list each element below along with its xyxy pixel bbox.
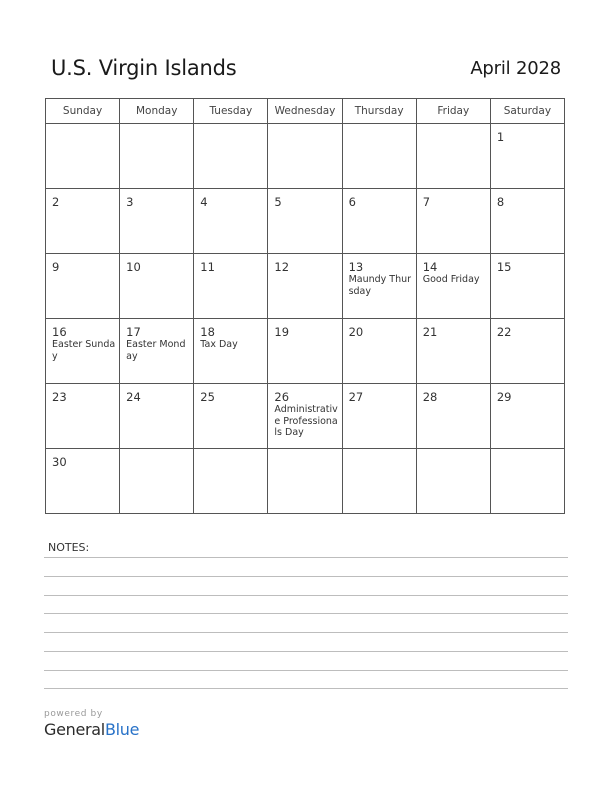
day-number: 14 <box>422 260 438 274</box>
day-number: 29 <box>496 390 512 404</box>
day-cell <box>46 449 120 514</box>
day-number: 5 <box>274 195 282 209</box>
day-cell <box>342 449 416 514</box>
day-cell <box>342 319 416 384</box>
day-cell <box>120 189 194 254</box>
day-number: 25 <box>200 390 215 404</box>
day-cell <box>490 449 564 514</box>
day-number: 2 <box>52 195 60 209</box>
day-number: 13 <box>348 260 364 274</box>
day-cell <box>120 254 194 319</box>
notes-line <box>44 557 568 558</box>
powered-by-text: powered by <box>44 709 103 719</box>
day-cell <box>342 189 416 254</box>
day-cell <box>268 124 342 189</box>
day-cell <box>490 319 564 384</box>
day-cell <box>120 319 194 384</box>
day-number: 4 <box>200 195 208 209</box>
day-number: 12 <box>274 260 290 274</box>
weekday-header: Saturday <box>490 99 564 124</box>
day-cell <box>490 124 564 189</box>
day-cell <box>416 254 490 319</box>
day-number: 19 <box>274 325 290 339</box>
day-number: 26 <box>274 390 290 404</box>
week-row <box>46 189 565 254</box>
holiday-label: Easter Sunday <box>52 339 116 362</box>
day-cell <box>490 189 564 254</box>
weekday-header: Friday <box>416 99 490 124</box>
notes-line <box>44 595 568 596</box>
notes-line <box>44 576 568 577</box>
notes-label: NOTES: <box>48 541 90 554</box>
day-number: 9 <box>52 260 60 274</box>
day-cell <box>194 189 268 254</box>
day-number: 30 <box>52 455 67 469</box>
day-cell <box>194 319 268 384</box>
day-cell <box>46 319 120 384</box>
day-number: 16 <box>52 325 67 339</box>
day-cell <box>194 449 268 514</box>
week-row <box>46 384 565 449</box>
day-number: 17 <box>126 325 141 339</box>
day-cell <box>120 449 194 514</box>
notes-line <box>44 613 568 614</box>
day-cell <box>416 189 490 254</box>
weekday-header: Wednesday <box>268 99 342 124</box>
day-cell <box>342 124 416 189</box>
brand-name <box>44 720 139 739</box>
day-number: 1 <box>496 130 505 144</box>
day-cell <box>120 124 194 189</box>
day-number: 23 <box>52 390 67 404</box>
day-number: 8 <box>496 195 505 209</box>
holiday-label: Tax Day <box>200 339 238 350</box>
day-cell <box>342 384 416 449</box>
day-cell <box>342 254 416 319</box>
holiday-label: Easter Monday <box>126 339 186 362</box>
day-cell <box>268 189 342 254</box>
day-cell <box>490 254 564 319</box>
day-cell <box>46 124 120 189</box>
holiday-label: Administrative Professionals Day <box>274 404 338 438</box>
weekday-header: Tuesday <box>194 99 268 124</box>
weekday-header: Sunday <box>46 99 120 124</box>
holiday-label: Good Friday <box>422 274 480 285</box>
day-number: 20 <box>348 325 364 339</box>
day-number: 21 <box>422 325 438 339</box>
month-label: April 2028 <box>470 58 561 79</box>
day-number: 27 <box>348 390 364 404</box>
day-cell <box>268 449 342 514</box>
day-cell <box>416 319 490 384</box>
day-number: 18 <box>200 325 215 339</box>
day-cell <box>268 254 342 319</box>
day-number: 6 <box>348 195 356 209</box>
notes-line <box>44 651 568 652</box>
day-number: 3 <box>126 195 134 209</box>
day-number: 15 <box>496 260 512 274</box>
brand-general: General <box>44 720 105 739</box>
weekday-header-row <box>46 99 565 124</box>
day-number: 28 <box>422 390 438 404</box>
day-number: 22 <box>496 325 512 339</box>
day-cell <box>416 449 490 514</box>
calendar-title: U.S. Virgin Islands <box>51 56 237 80</box>
day-cell <box>194 254 268 319</box>
day-cell <box>490 384 564 449</box>
weekday-header: Thursday <box>342 99 416 124</box>
week-row <box>46 319 565 384</box>
holiday-label: Maundy Thursday <box>348 274 412 297</box>
notes-line <box>44 670 568 671</box>
day-cell <box>46 254 120 319</box>
day-cell <box>46 189 120 254</box>
week-row <box>46 124 565 189</box>
day-cell <box>268 384 342 449</box>
day-cell <box>416 384 490 449</box>
week-row <box>46 449 565 514</box>
day-number: 7 <box>422 195 431 209</box>
weekday-header: Monday <box>120 99 194 124</box>
week-row <box>46 254 565 319</box>
notes-line <box>44 632 568 633</box>
day-cell <box>46 384 120 449</box>
day-cell <box>194 384 268 449</box>
day-number: 10 <box>126 260 141 274</box>
day-cell <box>416 124 490 189</box>
brand-blue: Blue <box>104 720 140 739</box>
notes-line <box>44 688 568 689</box>
day-number: 11 <box>200 260 215 274</box>
day-cell <box>194 124 268 189</box>
day-number: 24 <box>126 390 141 404</box>
day-cell <box>120 384 194 449</box>
calendar-grid <box>45 98 565 514</box>
brand-logo <box>44 709 139 739</box>
day-cell <box>268 319 342 384</box>
